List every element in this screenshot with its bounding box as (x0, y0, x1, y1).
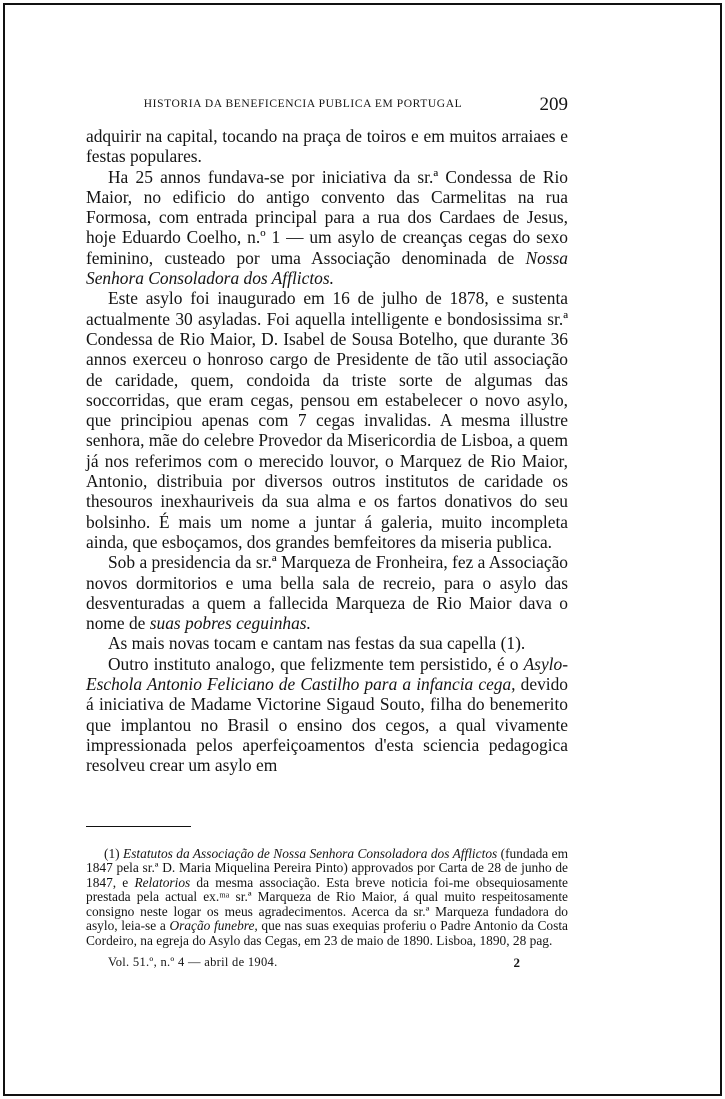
running-title: HISTORIA DA BENEFICENCIA PUBLICA EM PORTUGAL (143, 98, 463, 110)
page-footer (86, 955, 568, 973)
footnote-italic-segment: Oração funebre, (169, 918, 258, 934)
paragraph: adquirir na capital, tocando na praça de toiros e em muitos arraiaes e festas populares. (86, 126, 568, 167)
footnote-segment: que nas suas exequias proferiu o Padre Antonio da Costa Cordeiro, na egreja do Asylo das Cegas, em 23 de maio de 1890. Lisboa, 1890, 28 pag. (86, 918, 568, 949)
footnote-italic-segment: Relatorios (134, 874, 191, 890)
paragraph (86, 552, 568, 633)
footnote-segment: da mesma associação. Esta breve noticia foi-me obsequiosamente prestada pela actual ex.ᵐᵃ sr.ª Marqueza de Rio Maior, á qual muito respeitosamente consigno neste logar os meus agradecimentos. Acerca da sr.ª Marqueza fundadora do asylo, leia-se a (86, 874, 568, 934)
document-page (86, 94, 568, 973)
page-number: 209 (539, 94, 568, 115)
signature-line: Vol. 51.º, n.º 4 — abril de 1904. (108, 954, 278, 969)
footnote (86, 847, 568, 949)
footnote-rule (86, 826, 191, 827)
footnote-italic-segment: Estatutos da Associação de Nossa Senhora Consoladora dos Afflictos (123, 845, 498, 861)
page-header (86, 94, 568, 122)
body-text (86, 126, 568, 776)
text-segment: Ha 25 annos fundava-se por iniciativa da sr.ª Condessa de Rio Maior, no edificio do antigo convento das Carmelitas na rua Formosa, com entrada principal para a rua dos Cardaes de Jesus, hoje Eduardo Coelho, n.º 1 — um asylo de creanças cegas do sexo feminino, custeado por uma Associação denominada de (86, 166, 568, 268)
text-segment: Sob a presidencia da sr.ª Marqueza de Fronheira, fez a Associação novos dormitorios e uma bella sala de recreio, para o asylo das desventuradas a quem a fallecida Marqueza de Rio Maior dava o nome de (86, 552, 568, 634)
paragraph (86, 167, 568, 289)
text-segment: Outro instituto analogo, que felizmente tem persistido, é o (108, 653, 524, 674)
text-segment: devido á iniciativa de Madame Victorine Sigaud Souto, filha do benemerito que implantou no Brasil o ensino dos cegos, a qual vivamente impressionada pelos aperfeiçoamentos d'esta sciencia pedagogica resolveu crear um asylo em (86, 674, 568, 776)
italic-segment: Asylo-Eschola Antonio Feliciano de Castilho para a infancia cega, (86, 653, 568, 695)
paragraph (86, 654, 568, 776)
footnote-segment: (1) (104, 845, 124, 861)
paragraph: Este asylo foi inaugurado em 16 de julho de 1878, e sustenta actualmente 30 asyladas. Foi aquella intelligente e bondosissima sr.ª Condessa de Rio Maior, D. Isabel de Sousa Botelho, que durante 36 annos exerceu o honroso cargo de Presidente de tão util associação de caridade, quem, condoida da triste sorte de algumas das soccorridas, que eram cegas, pensou em estabelecer o novo asylo, que principiou apenas com 7 cegas invalidas. A mesma illustre senhora, mãe do celebre Provedor da Misericordia de Lisboa, a quem já nos referimos com o merecido louvor, o Marquez de Rio Maior, Antonio, distribuia por diversos outros institutos de caridade os thesouros inexhauriveis da sua alma e os fartos donativos do seu bolsinho. É mais um nome a juntar á galeria, muito incompleta ainda, que esboçamos, dos grandes bemfeitores da miseria publica. (86, 288, 568, 552)
paragraph: As mais novas tocam e cantam nas festas da sua capella (1). (108, 633, 526, 654)
footnote-segment: (fundada em 1847 pela sr.ª D. Maria Miquelina Pereira Pinto) approvados por Carta de 28 de junho de 1847, e (86, 845, 568, 890)
italic-segment: Nossa Senhora Consoladora dos Afflictos. (86, 247, 568, 289)
signature-mark: 2 (513, 954, 520, 970)
italic-segment: suas pobres ceguinhas. (149, 613, 311, 634)
